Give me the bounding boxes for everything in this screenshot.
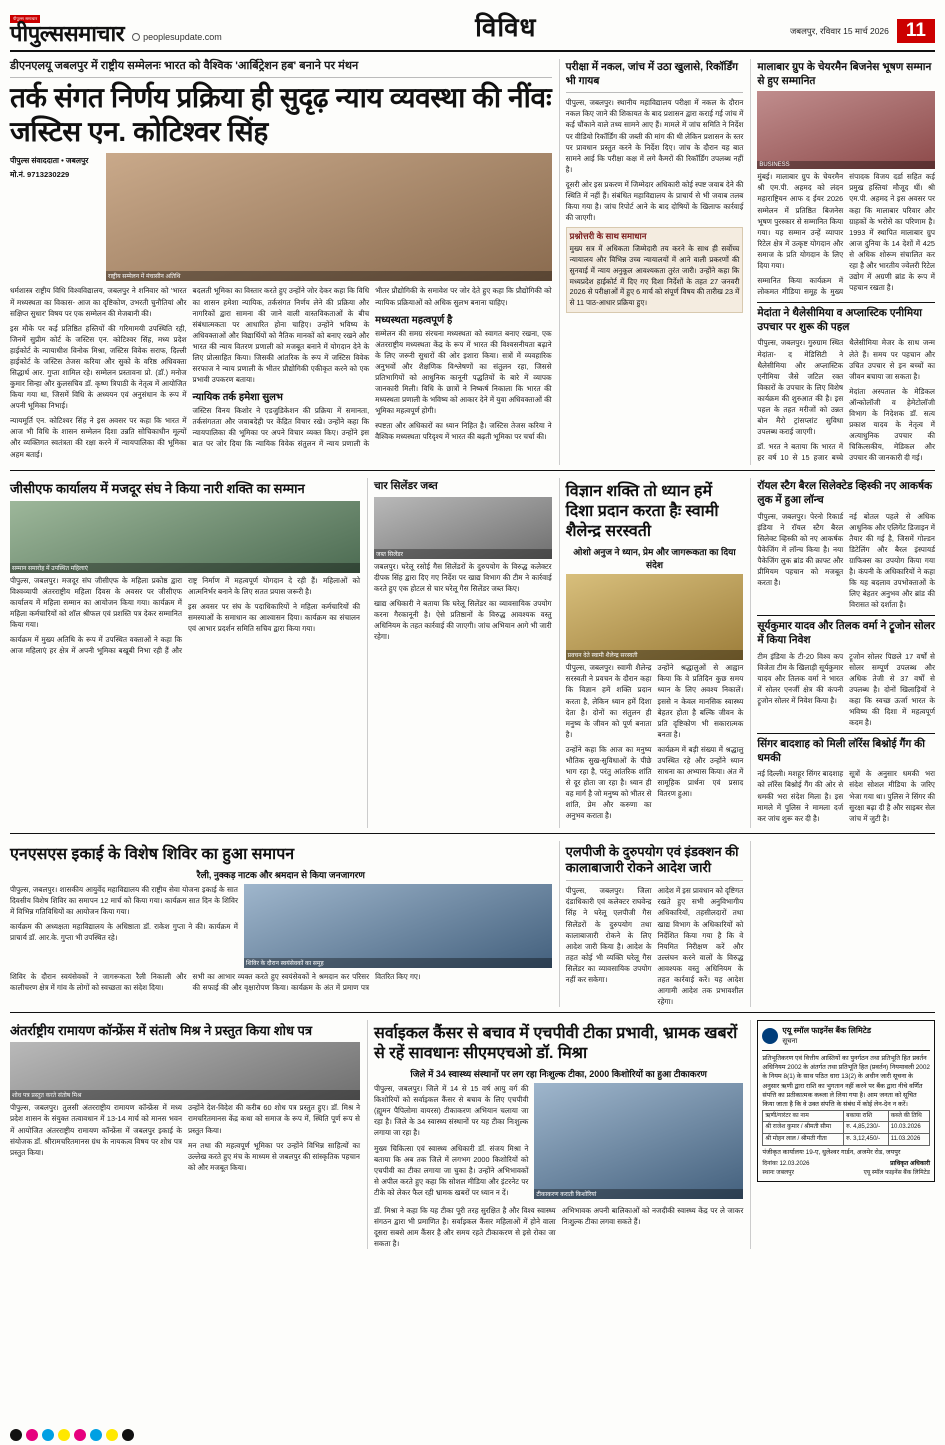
nss-story — [10, 841, 552, 1007]
reg-dot-magenta-2 — [74, 1429, 86, 1441]
gcf-para: पीपुल्स, जबलपुर। मजदूर संघ जीसीएफ के महिला प्रकोष्ठ द्वारा विश्वव्यापी अंतरराष्ट्रीय महिला दिवस के अवसर पर जीसीएफ कार्यालय में महिला सम्मान का आयोजन किया गया। कार्यक्रम में महिला कर्मचारियों को शॉल श्रीफल एवं प्रशस्ति पत्र देकर सम्मानित किया गया। — [10, 575, 182, 629]
swami-para: उन्होंने कहा कि आज का मनुष्य भौतिक सुख-सुविधाओं के पीछे भाग रहा है, परंतु आंतरिक शांति से दूर होता जा रहा है। ध्यान ही वह मार्ग है जो मनुष्य को भीतर से शांति, प्रेम और करुणा का अनुभव कराता है। — [565, 744, 652, 821]
hpv-headline: सर्वाइकल कैंसर से बचाव में एचपीवी टीका प्रभावी, भ्रामक खबरों से रहें सावधानः सीएमएचओ डॉ. मिश्रा — [374, 1025, 738, 1063]
swami-photo — [566, 574, 744, 660]
website-url[interactable] — [132, 32, 222, 45]
lpg-para: पीपुल्स, जबलपुर। जिला दंडाधिकारी एवं कलेक्टर राघवेन्द्र सिंह ने घरेलू एलपीजी गैस सिलेंडरों के दुरुपयोग तथा कालाबाजारी रोकने के लिए आदेश जारी किया है। आदेश के तहत कोई भी व्यक्ति घरेलू गैस सिलेंडर का व्यावसायिक उपयोग नहीं कर सकेगा। — [565, 886, 652, 984]
hpv-para: डॉ. मिश्रा ने कहा कि यह टीका पूरी तरह सुरक्षित है और विश्व स्वास्थ्य संगठन द्वारा भी प्रमाणित है। सर्वाइकल कैंसर महिलाओं में होने वाला दूसरा सबसे आम कैंसर है और समय रहते टीकाकरण से इसे रोका जा सकता है। — [374, 1205, 556, 1249]
notice-place: स्थानः जबलपुर — [762, 1169, 794, 1176]
exam-highlight-box — [566, 227, 744, 313]
table-header-cell: बकाया राशि — [844, 1110, 889, 1122]
notice-title: सूचना — [782, 1037, 798, 1045]
fourth-section — [10, 1020, 935, 1249]
bank-notice — [757, 1020, 935, 1182]
hpv-para: अभिभावक अपनी बालिकाओं को नजदीकी स्वास्थ्य केंद्र पर ले जाकर निःशुल्क टीका लगवा सकते हैं। — [561, 1205, 744, 1226]
lead-para: न्यायमूर्ति एन. कोटिश्वर सिंह ने इस अवसर पर कहा कि भारत में आज भी विधि के शासन सम्मेलन दिशा उन्नति सोचिकाधीन मूल्यों और व्यक्तिगत स्वतंत्रता की रक्षा करने में न्यायपालिका की भूमिका अहम बताई। — [10, 416, 187, 459]
lead-byline-phone: मो.नं. 9713230229 — [10, 170, 70, 180]
gcf-para: कार्यक्रम में मुख्य अतिथि के रूप में उपस्थित वक्ताओं ने कहा कि आज महिलाएं हर क्षेत्र में अपनी भूमिका बखूबी निभा रही हैं और राष्ट्र निर्माण में महत्वपूर्ण योगदान दे रही हैं। महिलाओं को आत्मनिर्भर बनाने के लिए सतत प्रयास जरूरी है। — [10, 575, 360, 655]
nss-para: कार्यक्रम की अध्यक्षता महाविद्यालय के अधिष्ठाता डॉ. राकेश गुप्ता ने की। कार्यक्रम में प्राचार्य डॉ. आर.के. गुप्ता भी उपस्थित रहे। — [10, 922, 238, 943]
medanta-para: मेदांता अस्पताल के मेडिकल ऑन्कोलॉजी व हेमेटोलॉजी विभाग के निदेशक डॉ. सत्य प्रकाश यादव के नेतृत्व में अत्याधुनिक उपचार की चिकित्सकीय, मेडिकल और उपचार की जानकारी दी गई। — [849, 386, 935, 463]
swami-deck: ओशो अनुज ने ध्यान, प्रेम और जागरूकता का दिया संदेश — [573, 547, 736, 571]
third-section — [10, 841, 935, 1007]
globe-icon — [132, 33, 140, 41]
lead-photo-caption: राष्ट्रीय सम्मेलन में मंचासीन अतिथि — [106, 271, 552, 281]
ramayan-story — [10, 1020, 360, 1249]
table-cell: श्री मोहन लाल / श्रीमती गीता — [763, 1133, 844, 1145]
exam-headline: परीक्षा में नकल, जांच में उठा खुलासे, रिकॉर्डिंग भी गायब — [565, 61, 739, 87]
color-registration-strip — [10, 1429, 134, 1441]
masthead — [10, 8, 935, 52]
nss-photo-caption: शिविर के दौरान स्वयंसेवकों का समूह — [244, 958, 552, 968]
cylinder-photo-caption: जब्त सिलेंडर — [374, 549, 552, 559]
swami-story — [559, 478, 744, 827]
whisky-para: नई बोतल पहले से अधिक आधुनिक और एलिगेंट डिजाइन में तैयार की गई है, जिसमें गोल्डन डिटेलिंग और बैरल इंस्पायर्ड ग्राफिक्स का उपयोग किया गया है। कंपनी के अधिकारियों ने कहा कि यह बदलाव उपभोक्ताओं के लिए बेहतर अनुभव और ब्रांड की विरासत को दर्शाता है। — [849, 511, 935, 610]
ramayan-para: पीपुल्स, जबलपुर। तुलसी अंतरराष्ट्रीय रामायण कॉन्फ्रेंस में मध्य प्रदेश शासन के संयुक्त तत्वावधान में 13-14 मार्च को मानस भवन में आयोजित अंतरराष्ट्रीय रामायण कॉन्फ्रेंस में जबलपुर इकाई के संयोजक डॉ. श्रीरामचरितमानस ग्रंथ के नायकत्व विषय पर शोध पत्र प्रस्तुत किया। — [10, 1103, 182, 1157]
exam-highlight-text: मुख्य सत्र में अधिकता जिम्मेदारी तय करने के साथ ही सर्वोच्च न्यायालय और विभिन्न उच्च न्यायालयों में आने वाली प्रकरणों की सुनवाई में न्याय अनुकूल आवश्यकता तुरंत जारी। उन्होंने कहा कि मध्यप्रदेश हाईकोर्ट में दिए गए दिशा निर्देशों के तहत 27 जनवरी 2026 से परीक्षाओं में हुए 6 मार्च को संपूर्ण विषय की तारीख 23 में से 11 पाठ-आधार प्रक्रिया हुए। — [569, 244, 740, 308]
publication-logo — [10, 15, 124, 45]
hpv-para: मुख्य चिकित्सा एवं स्वास्थ्य अधिकारी डॉ. संजय मिश्रा ने बताया कि अब तक जिले में लगभग 2000 किशोरियों को एचपीवी का टीका लगाया जा चुका है। उन्होंने अभिभावकों से अपील करते हुए कहा कि सोशल मीडिया और इंटरनेट पर टीके को लेकर फैल रही भ्रामक खबरों पर ध्यान न दें। — [374, 1143, 529, 1197]
logo-wordmark — [10, 23, 124, 45]
lead-subhead-1: न्यायिक तर्क हमेशा सुलभ — [192, 392, 283, 404]
notice-sign-label: प्राधिकृत अधिकारी — [890, 1160, 930, 1167]
whisky-invest-column — [750, 478, 935, 827]
exam-story — [559, 59, 744, 465]
reg-dot-magenta — [26, 1429, 38, 1441]
lead-kicker: डीएनएलयू जबलपुर में राष्ट्रीय सम्मेलनः भारत को वैश्विक 'आर्बिट्रेशन हब' बनाने पर मंथन — [10, 59, 552, 78]
notice-sign-sub: एयू स्मॉल फाइनेंस बैंक लिमिटेड — [863, 1169, 930, 1176]
ramayan-para: उन्होंने देश-विदेश की करीब 60 शोध पत्र प्रस्तुत हुए। डॉ. मिश्र ने रामचरितमानस केंद्र कथा को समाज के रूप में, स्थिति पूर्ण रूप से प्रस्तुत किया। — [188, 1103, 360, 1135]
table-row — [763, 1122, 930, 1134]
lead-para: इस मौके पर कई प्रतिष्ठित हस्तियों की गरिमामयी उपस्थिति रही, जिनमें सुप्रीम कोर्ट के जस्टिस एन. कोटिश्वर सिंह, मध्य प्रदेश हाईकोर्ट के न्यायाधीश विनोक मिश्रा, जस्टिस विवेक सराफ, दिल्ली हाईकोर्ट के जस्टिस तेजस करिया और सुको के वरिष्ठ अधिवक्ता सिद्धार्थ आर. गुप्ता शामिल रहे। सम्मेलन प्रस्तावना प्रो. (डॉ.) मनोज कुमार सिन्हा और कुलसचिव डॉ. कृष्ण त्रिपाठी के नेतृत्व में आयोजित किया गया था, जिसमें विधि के अध्ययन एवं अनुसंधान के रूप में अपनी भूमिका निभाई। — [10, 323, 187, 411]
notice-date: दिनांकः 12.03.2026 — [762, 1160, 810, 1167]
cylinder-headline: चार सिलेंडर जब्त — [374, 480, 438, 493]
exam-para: दूसरी ओर इस प्रकरण में जिम्मेदार अधिकारी कोई स्पष्ट जवाब देने की स्थिति में नहीं हैं। संबंधित महाविद्यालय के प्राचार्य से भी जवाब तलब किया गया है। जांच रिपोर्ट आने के बाद दोषियों के खिलाफ कार्रवाई की जाएगी। — [565, 179, 744, 223]
reg-dot-cyan-2 — [90, 1429, 102, 1441]
ramayan-photo — [10, 1042, 360, 1100]
nss-para: शिविर के दौरान स्वयंसेवकों ने जागरूकता रैली निकाली और कालीचरण क्षेत्र में गांव के लोगों को स्वच्छता का संदेश दिया। — [10, 971, 187, 992]
page-number: 11 — [897, 19, 935, 43]
masthead-right — [790, 19, 935, 45]
lead-photo — [106, 153, 552, 281]
medanta-para: पीपुल्स, जबलपुर। गुरुग्राम स्थित मेदांता- द मेडिसिटी ने थैलेसीमिया और अप्लास्टिक एनीमिया जैसे जटिल रक्त विकारों के उपचार के लिए विशेष कार्यक्रम की शुरुआत की है। इस पहल के तहत मरीजों को उन्नत बोन मैरो ट्रांसप्लांट सुविधा उपलब्ध कराई जाएगी। — [757, 338, 844, 437]
ramayan-photo-caption: शोध पत्र प्रस्तुत करते संतोष मिश्र — [10, 1090, 360, 1100]
bank-name: एयू स्मॉल फाइनेंस बैंक लिमिटेड — [782, 1026, 872, 1036]
cylinder-para: जबलपुर। घरेलू रसोई गैस सिलेंडरों के दुरुपयोग के विरुद्ध कलेक्टर दीपक सिंह द्वारा दिए गए निर्देश पर खाद्य विभाग की टीम ने कार्रवाई करते हुए एक होटल से चार घरेलू गैस सिलेंडर जब्त किए। — [374, 561, 552, 594]
swami-photo-caption: प्रवचन देते स्वामी शैलेन्द्र सरस्वती — [566, 650, 744, 660]
badshah-headline: सिंगर बादशाह को मिली लॉरेंस बिश्नोई गैंग की धमकी — [757, 738, 925, 764]
bank-notice-header — [762, 1025, 930, 1051]
nss-headline: एनएसएस इकाई के विशेष शिविर का हुआ समापन — [10, 845, 295, 863]
swami-para: उन्होंने श्रद्धालुओं से आह्वान किया कि वे प्रतिदिन कुछ समय ध्यान के लिए अवश्य निकालें। इससे न केवल मानसिक स्वास्थ्य बेहतर होता है बल्कि जीवन के प्रति दृष्टिकोण भी सकारात्मक बनता है। — [657, 663, 744, 739]
nss-deck: रैली, नुक्कड़ नाटक और श्रमदान से किया जनजागरण — [196, 869, 365, 880]
hpv-para: पीपुल्स, जबलपुर। जिले में 14 से 15 वर्ष आयु वर्ग की किशोरियों को सर्वाइकल कैंसर से बचाव के लिए एचपीवी (ह्यूमन पैपिलोमा वायरस) टीकाकरण अभियान चलाया जा रहा है। जिले के 34 स्वास्थ्य संस्थानों पर यह टीका निःशुल्क लगाया जा रहा है। — [374, 1084, 529, 1138]
whisky-para: पीपुल्स, जबलपुर। पेरनो रिकार्ड इंडिया ने रॉयल स्टैग बैरल सिलेक्ट व्हिस्की को नए आकर्षक पैकेजिंग में लॉन्च किया है। नया पैकेजिंग लुक ब्रांड की क्राफ्ट और प्रीमियम पहचान को मजबूत करता है। — [757, 511, 844, 588]
notice-table — [762, 1110, 930, 1146]
lead-para: बदलती भूमिका का विस्तार करते हुए उन्होंने जोर देकर कहा कि विधि का शासन हमेशा न्यायिक, तर्कसंगत निर्णय लेने की प्रक्रिया और नागरिकों द्वारा सामना की जाने वाली वास्तविकताओं के बीच संबंधात्मकता पर आधारित होना चाहिए। उन्होंने भविष्य के अधिवक्ताओं और विद्यार्थियों को नैतिक मानकों को बनाए रखने और भारत की न्याय वितरण प्रणाली को मजबूत बनाने में योगदान देने के लिए प्रोत्साहित किया। जिसकी आंतरिक के रूप में जस्टिस विवेक सरफाज ने न्याय प्रणाली के भीतर प्रौद्योगिकी एकीकृत करने को एक प्रभावी उपकरण बताया। — [192, 286, 370, 385]
lpg-story — [559, 841, 744, 1007]
table-cell: रु. 3,12,450/- — [844, 1133, 889, 1145]
table-cell: 10.03.2026 — [888, 1122, 929, 1134]
ramayan-para: मन तथा की महत्वपूर्ण भूमिका पर उन्होंने विभिन्न साहित्यों का उल्लेख करते हुए मंच के माध्यम से जबलपुर की सांस्कृतिक पहचान को और मजबूत किया। — [188, 1140, 360, 1172]
top-section — [10, 59, 935, 465]
hpv-photo-caption: टीकाकरण कराती किशोरियां — [534, 1189, 743, 1199]
logo-tagline: पीपुल्स समाचार — [10, 15, 40, 23]
logo-word-2: समाचार — [63, 21, 125, 46]
ramayan-headline: अंतर्राष्ट्रीय रामायण कॉन्फ्रेंस में संतोष मिश्र ने प्रस्तुत किया शोध पत्र — [10, 1023, 313, 1039]
lead-story — [10, 59, 552, 465]
reg-dot-yellow — [58, 1429, 70, 1441]
hpv-story — [367, 1020, 743, 1249]
invest-headline: सूर्यकुमार यादव और तिलक वर्मा ने ट्रूजोन सोलर में किया निवेश — [757, 620, 935, 646]
swami-para: पीपुल्स, जबलपुर। स्वामी शैलेन्द्र सरस्वती ने प्रवचन के दौरान कहा कि विज्ञान हमें शक्ति प्रदान करता है, लेकिन ध्यान हमें दिशा देता है। दोनों का संतुलन ही मनुष्य के जीवन को पूर्ण बनाता है। — [565, 663, 652, 739]
hpv-deck: जिले में 34 स्वास्थ्य संस्थानों पर लग रहा निःशुल्क टीका, 2000 किशोरियों का हुआ टीकाकरण — [410, 1069, 707, 1080]
table-header-cell: कब्जे की तिथि — [888, 1110, 929, 1122]
lead-para: स्पष्टता और अधिकारों का ध्यान निहित है। जस्टिस तेजस करिया ने वैश्विक मध्यस्थता परिदृश्य में भारत की बढ़ती भूमिका पर चर्चा की। — [375, 421, 552, 442]
medanta-para: डॉ. भरत ने बताया कि भारत में हर वर्ष 10 से 15 हजार बच्चे थैलेसीमिया मेजर के साथ जन्म लेते हैं। समय पर पहचान और उचित उपचार से इन बच्चों का जीवन बचाया जा सकता है। — [757, 338, 935, 463]
cylinder-para: खाद्य अधिकारी ने बताया कि घरेलू सिलेंडर का व्यावसायिक उपयोग करना गैरकानूनी है। ऐसे प्रतिष्ठानों के विरुद्ध आवश्यक वस्तु अधिनियम के तहत कार्रवाई की जाएगी। जांच अभियान आगे भी जारी रहेगा। — [374, 599, 552, 642]
malabar-photo-caption: BUSINESS — [757, 161, 935, 169]
gcf-headline: जीसीएफ कार्यालय में मजदूर संघ ने किया नारी शक्ति का सम्मान — [10, 481, 305, 497]
edition-date: जबलपुर, रविवार 15 मार्च 2026 — [790, 25, 889, 36]
lpg-headline: एलपीजी के दुरुपयोग एवं इंडक्शन की कालाबाजारी रोकने आदेश जारी — [565, 843, 739, 876]
invest-para: ट्रूजोन सोलर पिछले 17 वर्षों से सोलर सम्पूर्ण उपलब्ध और अधिक तेजी से 37 वर्षों से उपलब्ध है। दोनों खिलाड़ियों ने कहा कि स्वच्छ ऊर्जा भारत के भविष्य की दिशा में महत्वपूर्ण कदम है। — [849, 651, 935, 728]
medanta-headline: मेदांता ने थैलेसीमिया व अप्लास्टिक एनीमिया उपचार पर शुरू की पहल — [757, 307, 922, 333]
masthead-left — [10, 15, 222, 45]
lead-subhead-2: मध्यस्थता महत्वपूर्ण है — [375, 314, 453, 326]
gcf-photo-caption: सम्मान समारोह में उपस्थित महिलाएं — [10, 563, 360, 573]
hpv-photo — [534, 1083, 743, 1199]
reg-dot-black-2 — [122, 1429, 134, 1441]
table-header-cell: ऋणी/गारंटर का नाम — [763, 1110, 844, 1122]
bank-logo-icon — [762, 1028, 778, 1044]
cylinder-photo — [374, 497, 552, 559]
malabar-para: मुंबई। मालाबार ग्रुप के चेयरमैन श्री एम.पी. अहमद को लंदन महाराष्ट्रियन आफ द ईयर 2026 सम्मेलन में प्रतिष्ठित बिजनेस भूषण पुरस्कार से सम्मानित किया गया। यह सम्मान उन्हें व्यापार रिटेल क्षेत्र में उत्कृष्ट योगदान और समाज के प्रति योगदान के लिए दिया गया। — [757, 172, 844, 270]
swami-para: कार्यक्रम में बड़ी संख्या में श्रद्धालु उपस्थित रहे और उन्होंने ध्यान साधना का अभ्यास किया। अंत में सामूहिक प्रार्थना एवं प्रसाद वितरण हुआ। — [657, 744, 744, 799]
exam-para: पीपुल्स, जबलपुर। स्थानीय महाविद्यालय परीक्षा में नकल के दौरान नकल किए जाने की शिकायत के बाद प्रशासन द्वारा कराई गई जांच में कई चौंकाने वाले तथ्य सामने आए हैं। मामले में जांच समिति ने निर्देश पर वीडियो रिकॉर्डिंग की जब्ती की मांग की थी लेकिन प्रशासन के स्तर पर प्रावधान प्रस्तुत करने के निर्देश दिए। जांच के दौरान यह बात सामने आई कि परीक्षा कक्ष में लगे कैमरों की रिकॉर्डिंग उपलब्ध नहीं है। — [565, 98, 744, 174]
table-row — [763, 1133, 930, 1145]
section-title: विविध — [475, 12, 537, 42]
gcf-photo — [10, 501, 360, 573]
nss-para: पीपुल्स, जबलपुर। शासकीय आयुर्वेद महाविद्यालय की राष्ट्रीय सेवा योजना इकाई के सात दिवसीय विशेष शिविर का समापन 12 मार्च को किया गया। कार्यक्रम सात दिन के शिविर में विभिन्न गतिविधियों का आयोजन किया गया। — [10, 884, 238, 916]
reg-dot-cyan — [42, 1429, 54, 1441]
notice-column — [750, 1020, 935, 1249]
notice-body: प्रतिभूतिकरण एवं वित्तीय आस्तियों का पुनर्गठन तथा प्रतिभूति हित प्रवर्तन अधिनियम 2002 के अंतर्गत तथा प्रतिभूति हित (प्रवर्तन) नियमावली 2002 के नियम 8(1) के साथ पठित धारा 13(2) के अधीन जारी सूचना के अनुसार ऋणी द्वारा राशि का भुगतान नहीं करने पर बैंक द्वारा नीचे वर्णित संपत्ति का प्रतीकात्मक कब्जा ले लिया गया है। आम जनता को सूचित किया जाता है कि वे उक्त संपत्ति के संबंध में कोई लेन-देन न करें। — [762, 1054, 930, 1109]
logo-word-1: पीपुल्स — [10, 21, 64, 46]
malabar-para: सम्मानित किया कार्यक्रम में लोकमत मीडिया समूह के मुख्य संपादक विजय दर्डा सहित कई प्रमुख हस्तियां मौजूद थीं। श्री एम.पी. अहमद ने इस अवसर पर कहा कि मालाबार परिवार और ग्राहकों के भरोसे का परिणाम है। 1993 में स्थापित मालाबार ग्रुप आज दुनिया के 14 देशों में 425 से अधिक शोरूम संचालित कर रहा है और भारतीय ज्वेलरी रिटेल उद्योग में अग्रणी ब्रांड के रूप में पहचान रखता है। — [757, 172, 935, 297]
whisky-headline: रॉयल स्टैग बैरल सिलेक्टेड व्हिस्की नए आकर्षक लुक में हुआ लॉन्च — [757, 480, 933, 506]
reg-dot-black — [10, 1429, 22, 1441]
second-section — [10, 478, 935, 827]
cylinder-story — [367, 478, 552, 827]
badshah-para: सूत्रों के अनुसार धमकी भरा संदेश सोशल मीडिया के जरिए भेजा गया था। पुलिस ने सिंगर की सुरक्षा बढ़ा दी है और साइबर सेल जांच में जुटी है। — [849, 769, 935, 823]
reg-dot-yellow-2 — [106, 1429, 118, 1441]
badshah-para: नई दिल्ली। मशहूर सिंगर बादशाह को लॉरेंस बिश्नोई गैंग की ओर से धमकी भरा संदेश मिला है। इस मामले में पुलिस ने मामला दर्ज कर जांच शुरू कर दी है। — [757, 769, 844, 823]
lead-para: जस्टिस विनय किशोर ने एडजुडिकेशन की प्रक्रिया में समानता, तर्कसंगतता और जवाबदेही पर केंद्रित विचार रखे। उन्होंने कहा कि न्यायपालिका की भूमिका पर अपने विचार व्यक्त किए। उन्होंने इस बात पर जोर दिया कि न्यायिक विवेक संतुलन में न्याय प्रणाली के भीतर प्रौद्योगिकी के समावेश पर जोर देते हुए कहा कि प्रौद्योगिकी को न्यायिक प्रक्रियाओं को अधिक सुलभ बनाना चाहिए। — [192, 286, 552, 449]
malabar-photo — [757, 91, 935, 169]
malabar-headline: मालाबार ग्रुप के चेयरमैन बिजनेस भूषण सम्मान से हुए सम्मानित — [757, 61, 932, 87]
swami-headline: विज्ञान शक्ति तो ध्यान हमें दिशा प्रदान करता हैः स्वामी शैलेन्द्र सरस्वती — [565, 483, 719, 541]
lpg-para: आदेश में इस प्रावधान को दृष्टिगत रखते हुए सभी अनुविभागीय अधिकारियों, तहसीलदारों तथा खाद्य विभाग के अधिकारियों को निर्देशित किया गया है कि वे नियमित निरीक्षण करें और उल्लंघन करने वालों के विरुद्ध आवश्यक वस्तु अधिनियम के तहत कार्रवाई करें। यह आदेश आगामी आदेश तक प्रभावशील रहेगा। — [657, 886, 744, 1007]
gcf-para: इस अवसर पर संघ के पदाधिकारियों ने महिला कर्मचारियों की समस्याओं के समाधान का आश्वासन दिया। कार्यक्रम का संचालन एवं आभार प्रदर्शन समिति सचिव द्वारा किया गया। — [188, 601, 360, 633]
table-cell: श्री राजेश कुमार / श्रीमती सीमा — [763, 1122, 844, 1134]
business-column — [750, 59, 935, 465]
notice-signature-row — [762, 1160, 930, 1177]
website-url-text: peoplesupdate.com — [143, 32, 222, 42]
lead-para: धर्मशास्त्र राष्ट्रीय विधि विश्वविद्यालय, जबलपुर ने शनिवार को 'भारत में मध्यस्थता का विकास- आज का दृष्टिकोण, उभरती चुनौतियां और सक्षिप्त सुधार' विषय पर एक सम्मेलन की मेजबानी की। — [10, 286, 187, 318]
table-cell: 11.03.2026 — [888, 1133, 929, 1145]
notice-address: पंजीकृत कार्यालयः 19-ए, धुलेश्वर गार्डन, अजमेर रोड, जयपुर — [762, 1148, 901, 1156]
nss-photo — [244, 884, 552, 968]
table-cell: रु. 4,85,230/- — [844, 1122, 889, 1134]
table-header-row — [763, 1110, 930, 1122]
exam-highlight-title: प्रश्नोत्तरी के साथ समाधान — [569, 231, 647, 242]
lead-para: सम्मेलन की समग्र संरचना मध्यस्थता को स्वागत बनाए रखना, एक अंतरराष्ट्रीय मध्यस्थता केंद्र के रूप में भारत की विश्वसनीयता बढ़ाने के लिए जरूरी सुधारों की ओर इशारा किया। सत्रों में व्यवहारिक अनुभवों और शैक्षणिक विश्लेषणों का संतुलन रहा, जिससे प्रतिभागियों को आधुनिक कानूनी पद्धतियों के बारे में व्यापक जानकारी मिली। विधि के छात्रों ने निष्कर्ष निकाला कि भारत की मध्यस्थता प्रणाली के भविष्य को आकार देने में युवा अधिवक्ताओं की भूमिका महत्वपूर्ण होगी। — [375, 328, 552, 416]
gcf-story — [10, 478, 360, 827]
lead-headline: तर्क संगत निर्णय प्रक्रिया ही सुदृढ़ न्याय व्यवस्था की नींवः जस्टिस एन. कोटिश्वर सिंह — [10, 82, 552, 148]
lead-byline: पीपुल्स संवाददाता • जबलपुर — [10, 156, 89, 166]
invest-para: टीम इंडिया के टी-20 विश्व कप विजेता टीम के खिलाड़ी सूर्यकुमार यादव और तिलक वर्मा ने भारत में सोलर एनर्जी क्षेत्र की कंपनी ट्रूजोन सोलर में निवेश किया है। — [757, 651, 844, 705]
nss-para: सभी का आभार व्यक्त करते हुए स्वयंसेवकों ने श्रमदान कर परिसर की सफाई की और वृक्षारोपण किया। कार्यक्रम के अंत में प्रमाण पत्र वितरित किए गए। — [192, 971, 421, 992]
third-right-spacer — [750, 841, 935, 1007]
